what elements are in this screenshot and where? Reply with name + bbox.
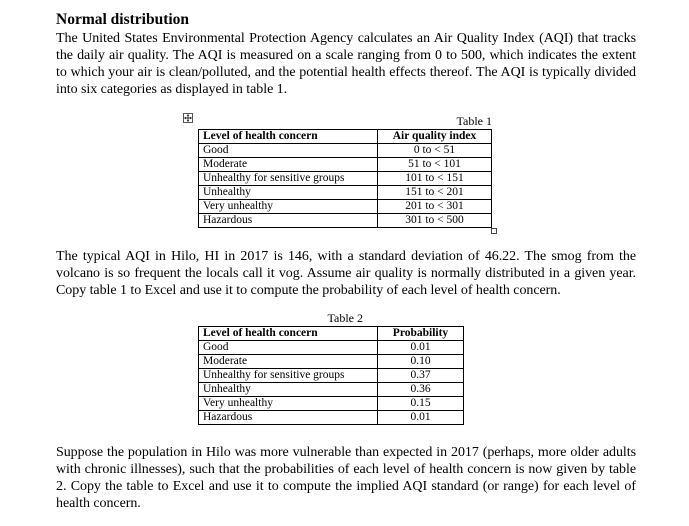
- table-row: [199, 214, 492, 228]
- table-row: [199, 172, 492, 186]
- table-1-caption: Table 1: [456, 114, 492, 128]
- table-cell: 0.10: [378, 355, 464, 369]
- table-row: [199, 144, 492, 158]
- table-row: [199, 397, 464, 411]
- table-cell: Moderate: [199, 158, 378, 172]
- table-1: [198, 129, 492, 228]
- table-2-block: [198, 311, 464, 425]
- table-cell: 0.37: [378, 369, 464, 383]
- table-cell: 301 to < 500: [378, 214, 492, 228]
- table-row: [199, 369, 464, 383]
- table-2-caption: Table 2: [327, 311, 363, 325]
- document-title: Normal distribution: [56, 11, 190, 28]
- table-row: [199, 158, 492, 172]
- table-1-block: [198, 114, 492, 228]
- table-2-header-level: Level of health concern: [199, 327, 378, 341]
- document-body-2: [56, 248, 636, 299]
- table-cell: Unhealthy: [199, 186, 378, 200]
- table-cell: Very unhealthy: [199, 200, 378, 214]
- table-cell: Good: [199, 144, 378, 158]
- table-row: [199, 383, 464, 397]
- table-cell: Unhealthy: [199, 383, 378, 397]
- table-cell: Hazardous: [199, 411, 378, 425]
- table-1-header-aqi: Air quality index: [378, 130, 492, 144]
- table-cell: 0.36: [378, 383, 464, 397]
- paragraph-hilo: The typical AQI in Hilo, HI in 2017 is 146, with a standard deviation of 46.22. The smog from the volcano is so frequent the locals call it vog. Assume air quality is normally distributed in a given year. Copy table 1 to Excel and use it to compute the probability of each level of health concern.: [56, 249, 636, 298]
- table-row: [199, 341, 464, 355]
- table-row: [199, 411, 464, 425]
- document-body-3: [56, 444, 636, 512]
- table-cell: Hazardous: [199, 214, 378, 228]
- table-cell: 0.01: [378, 341, 464, 355]
- table-row: [199, 355, 464, 369]
- table-cell: 201 to < 301: [378, 200, 492, 214]
- table-2-header-probability: Probability: [378, 327, 464, 341]
- table-cell: 0 to < 51: [378, 144, 492, 158]
- paragraph-intro: The United States Environmental Protection Agency calculates an Air Quality Index (AQI) that tracks the daily air quality. The AQI is measured on a scale ranging from 0 to 500, which indicates the extent to which your air is clean/polluted, and the potential health effects thereof. The AQI is typically divided into six categories as displayed in table 1.: [56, 31, 636, 97]
- table-cell: 0.15: [378, 397, 464, 411]
- table-cell: Good: [199, 341, 378, 355]
- table-1-header-level: Level of health concern: [199, 130, 378, 144]
- table-2: [198, 326, 464, 425]
- paragraph-vulnerable: Suppose the population in Hilo was more vulnerable than expected in 2017 (perhaps, more older adults with chronic illnesses), such that the probabilities of each level of health concern is now given by table 2. Copy the table to Excel and use it to compute the implied AQI standard (or range) for each level of health concern.: [56, 445, 636, 511]
- table-cell: Unhealthy for sensitive groups: [199, 369, 378, 383]
- table-cell: 0.01: [378, 411, 464, 425]
- table-move-handle-icon[interactable]: [183, 113, 193, 123]
- table-row: [199, 200, 492, 214]
- table-1-header-row: [199, 130, 492, 144]
- table-cell: Unhealthy for sensitive groups: [199, 172, 378, 186]
- table-cell: 101 to < 151: [378, 172, 492, 186]
- table-cell: 51 to < 101: [378, 158, 492, 172]
- table-cell: 151 to < 201: [378, 186, 492, 200]
- table-resize-handle-icon[interactable]: [491, 228, 497, 234]
- table-row: [199, 186, 492, 200]
- table-cell: Very unhealthy: [199, 397, 378, 411]
- table-cell: Moderate: [199, 355, 378, 369]
- document-body: [56, 10, 636, 98]
- table-2-header-row: [199, 327, 464, 341]
